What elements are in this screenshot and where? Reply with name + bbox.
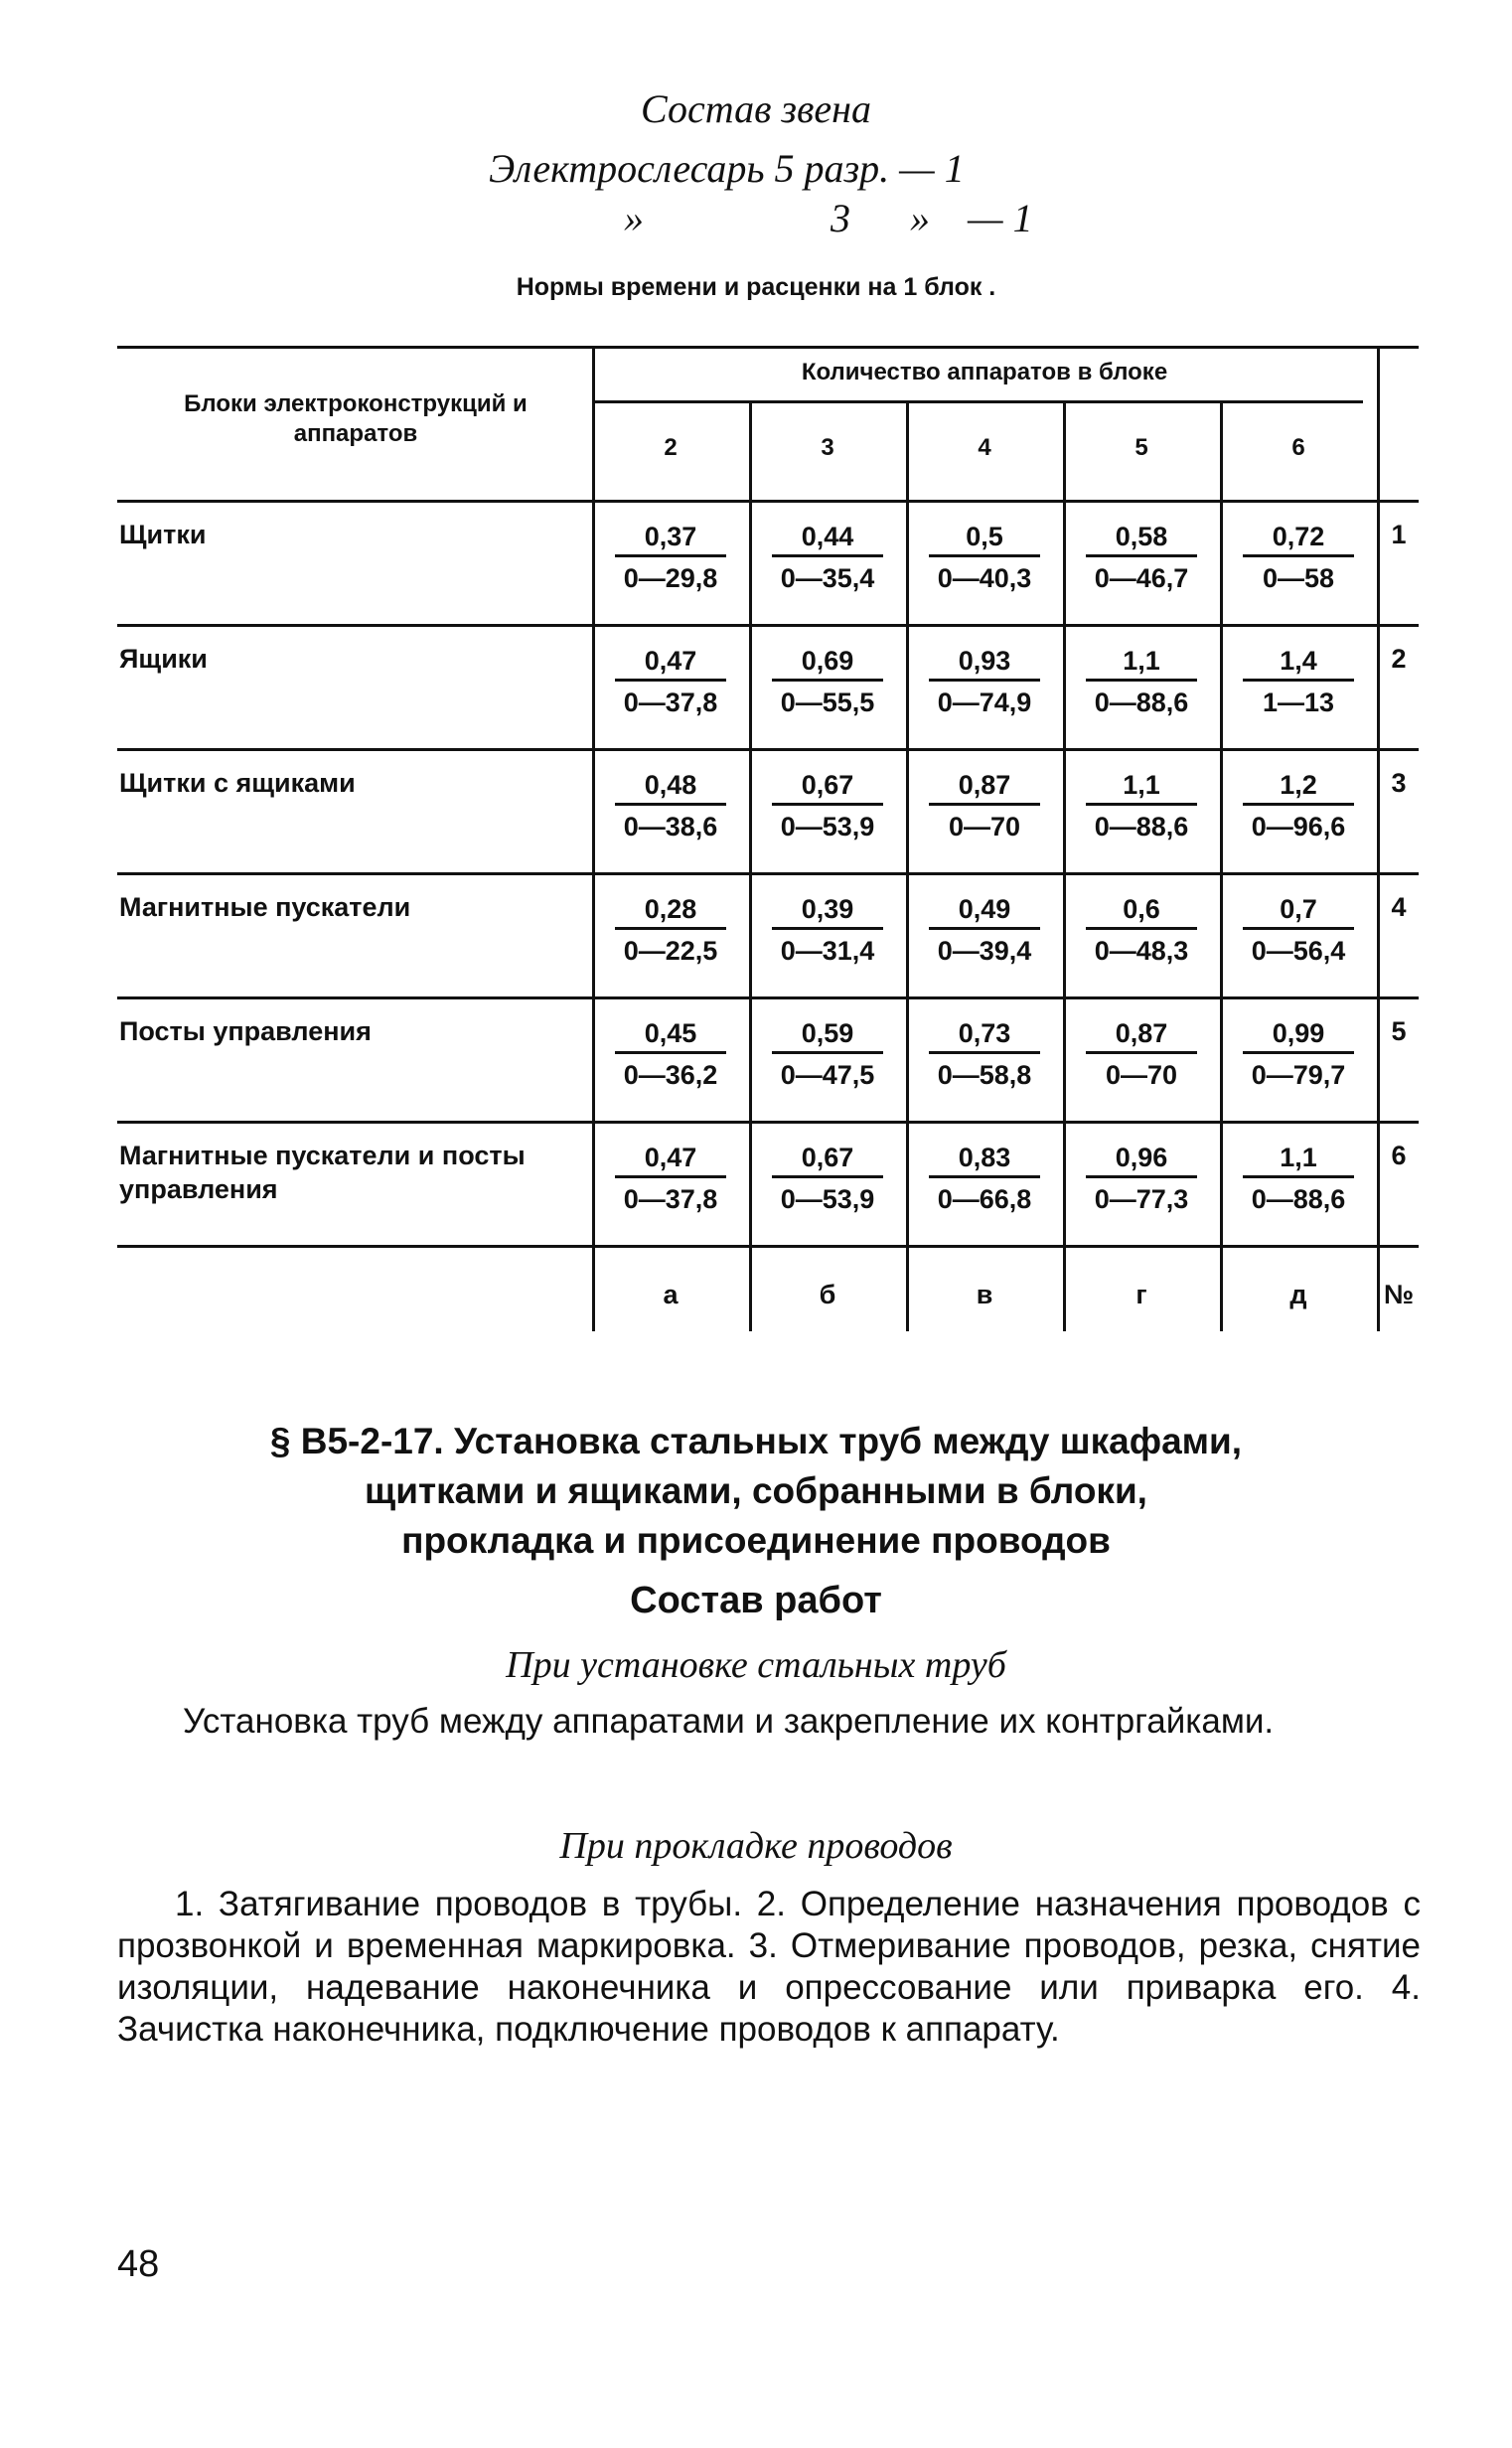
table-rule — [1377, 346, 1380, 1331]
norm-cell — [1220, 1016, 1377, 1092]
time-norm: 0,47 — [644, 1143, 697, 1172]
time-norm: 0,48 — [644, 770, 697, 800]
table-rule — [117, 1121, 1419, 1124]
time-norm: 1,2 — [1280, 770, 1317, 800]
fraction-bar — [615, 1175, 726, 1178]
header-blocks: Блоки электроконструкций и аппаратов — [184, 390, 528, 447]
norm-cell — [906, 768, 1063, 843]
time-norm: 0,58 — [1115, 522, 1168, 551]
ditto-mark: » — [624, 196, 644, 240]
norm-cell — [1220, 892, 1377, 968]
rate: 0—37,8 — [623, 1184, 718, 1214]
time-norm: 0,67 — [801, 770, 854, 800]
rate: 0—58,8 — [937, 1060, 1032, 1090]
time-norm: 1,1 — [1123, 646, 1160, 676]
paragraph-wires: 1. Затягивание проводов в трубы. 2. Определение назначения проводов с прозвонкой и временная маркировка. 3. Отмеривание проводов, резка, снятие изоляции, надевание наконечника и опрессование или приварка его. 4. Зачистка наконечника, подключение проводов к аппарату. — [117, 1885, 1421, 2049]
norm-cell — [749, 892, 906, 968]
time-norm: 0,72 — [1272, 522, 1325, 551]
norm-cell — [1220, 1141, 1377, 1216]
rate: 0—29,8 — [623, 563, 718, 593]
norm-cell — [592, 1141, 749, 1216]
crew-line-2 — [0, 195, 1512, 244]
fraction-bar — [772, 554, 883, 557]
time-norm: 1,1 — [1123, 770, 1160, 800]
rate: 0—66,8 — [937, 1184, 1032, 1214]
col-count: 3 — [821, 434, 834, 461]
norm-cell — [749, 768, 906, 843]
time-norm: 0,5 — [966, 522, 1003, 551]
row-number: 3 — [1391, 768, 1407, 798]
row-label: Магнитные пускатели и посты управления — [119, 1141, 526, 1204]
norm-cell — [906, 1141, 1063, 1216]
norms-table — [117, 346, 1419, 1331]
row-number: 4 — [1391, 892, 1407, 922]
rate: 1—13 — [1262, 688, 1335, 717]
row-label: Магнитные пускатели — [119, 892, 411, 922]
subheading-pipes: При установке стальных труб — [506, 1644, 1006, 1686]
norm-cell — [749, 1016, 906, 1092]
section-heading-line: прокладка и присоединение проводов — [401, 1520, 1111, 1561]
norm-cell — [1220, 644, 1377, 719]
time-norm: 0,37 — [644, 522, 697, 551]
fraction-bar — [615, 679, 726, 682]
rate: 0—46,7 — [1094, 563, 1189, 593]
rate: 0—77,3 — [1094, 1184, 1189, 1214]
row-label: Щитки — [119, 520, 207, 549]
section-heading-line: § В5-2-17. Установка стальных труб между шкафами, — [269, 1421, 1243, 1461]
time-norm: 0,87 — [958, 770, 1011, 800]
fraction-bar — [1086, 803, 1197, 806]
fraction-bar — [1086, 927, 1197, 930]
norm-cell — [1063, 644, 1220, 719]
time-norm: 0,87 — [1115, 1018, 1168, 1048]
page-number: 48 — [117, 2243, 160, 2285]
rate: 0—88,6 — [1094, 812, 1189, 842]
time-norm: 0,28 — [644, 894, 697, 924]
crew-line-1: Электрослесарь 5 разр. — 1 — [489, 146, 965, 191]
fraction-bar — [1243, 803, 1354, 806]
time-norm: 1,4 — [1280, 646, 1317, 676]
row-label: Ящики — [119, 644, 208, 674]
col-letter: д — [1289, 1280, 1307, 1309]
paragraph-pipes: Установка труб между аппаратами и закрепление их контргайками. — [183, 1702, 1275, 1741]
col-count: 2 — [664, 434, 678, 461]
time-norm: 0,39 — [801, 894, 854, 924]
section-heading-line: щитками и ящиками, собранными в блоки, — [365, 1470, 1147, 1511]
time-norm: 0,44 — [801, 522, 854, 551]
norm-cell — [1220, 520, 1377, 595]
norm-cell — [749, 644, 906, 719]
rate: 0—58 — [1262, 563, 1335, 593]
rate: 0—96,6 — [1251, 812, 1346, 842]
rate: 0—70 — [1105, 1060, 1178, 1090]
norm-cell — [906, 644, 1063, 719]
fraction-bar — [929, 927, 1040, 930]
rate: 0—70 — [948, 812, 1021, 842]
row-number: 6 — [1391, 1141, 1407, 1170]
fraction-bar — [615, 803, 726, 806]
table-rule — [117, 872, 1419, 875]
col-letter: а — [663, 1280, 679, 1309]
norms-caption: Нормы времени и расценки на 1 блок . — [516, 273, 996, 301]
fraction-bar — [615, 927, 726, 930]
col-letter: г — [1135, 1280, 1147, 1309]
fraction-bar — [615, 554, 726, 557]
fraction-bar — [615, 1051, 726, 1054]
norm-cell — [1220, 768, 1377, 843]
fraction-bar — [772, 679, 883, 682]
norm-cell — [592, 892, 749, 968]
norm-cell — [592, 644, 749, 719]
rate: 0—79,7 — [1251, 1060, 1346, 1090]
row-label: Посты управления — [119, 1016, 372, 1046]
norm-cell — [749, 1141, 906, 1216]
norm-cell — [906, 892, 1063, 968]
row-label: Щитки с ящиками — [119, 768, 356, 798]
rate: 0—88,6 — [1251, 1184, 1346, 1214]
rate: 0—53,9 — [780, 1184, 875, 1214]
rate: 0—31,4 — [780, 936, 875, 966]
table-rule — [117, 346, 1419, 349]
section-heading — [0, 1417, 1512, 1566]
crew-title: Состав звена — [640, 86, 871, 131]
row-number: 1 — [1391, 520, 1407, 549]
rate: 0—88,6 — [1094, 688, 1189, 717]
col-count: 4 — [978, 434, 991, 461]
time-norm: 0,59 — [801, 1018, 854, 1048]
fraction-bar — [1086, 1175, 1197, 1178]
fraction-bar — [1243, 1175, 1354, 1178]
header-count: Количество аппаратов в блоке — [801, 359, 1168, 385]
fraction-bar — [772, 1175, 883, 1178]
rate: 0—74,9 — [937, 688, 1032, 717]
rate: 0—56,4 — [1251, 936, 1346, 966]
crew-grade: 3 — [831, 196, 850, 240]
rate: 0—22,5 — [623, 936, 718, 966]
time-norm: 0,93 — [958, 646, 1011, 676]
col-letter: в — [976, 1280, 993, 1309]
rate: 0—35,4 — [780, 563, 875, 593]
crew-count: — 1 — [968, 196, 1033, 240]
rate: 0—39,4 — [937, 936, 1032, 966]
time-norm: 0,7 — [1280, 894, 1317, 924]
col-count: 6 — [1291, 434, 1305, 461]
norm-cell — [1063, 1016, 1220, 1092]
norm-cell — [1063, 520, 1220, 595]
rate: 0—48,3 — [1094, 936, 1189, 966]
time-norm: 0,6 — [1123, 894, 1160, 924]
table-rule — [117, 748, 1419, 751]
rate: 0—40,3 — [937, 563, 1032, 593]
table-rule — [117, 1245, 1419, 1248]
time-norm: 0,67 — [801, 1143, 854, 1172]
col-count: 5 — [1134, 434, 1148, 461]
col-letter: б — [819, 1280, 836, 1309]
time-norm: 0,73 — [958, 1018, 1011, 1048]
subheading-wires: При прокладке проводов — [559, 1825, 953, 1867]
time-norm: 0,69 — [801, 646, 854, 676]
fraction-bar — [929, 803, 1040, 806]
fraction-bar — [1243, 554, 1354, 557]
time-norm: 0,83 — [958, 1143, 1011, 1172]
norm-cell — [592, 768, 749, 843]
ditto-mark: » — [910, 196, 930, 240]
time-norm: 0,99 — [1272, 1018, 1325, 1048]
fraction-bar — [1243, 927, 1354, 930]
fraction-bar — [929, 1175, 1040, 1178]
norm-cell — [592, 1016, 749, 1092]
fraction-bar — [1086, 679, 1197, 682]
fraction-bar — [929, 1051, 1040, 1054]
time-norm: 0,45 — [644, 1018, 697, 1048]
rate: 0—36,2 — [623, 1060, 718, 1090]
rate: 0—53,9 — [780, 812, 875, 842]
norm-cell — [1063, 768, 1220, 843]
number-symbol: № — [1383, 1280, 1415, 1309]
table-rule — [117, 500, 1419, 503]
rate: 0—38,6 — [623, 812, 718, 842]
time-norm: 0,96 — [1115, 1143, 1168, 1172]
norm-cell — [592, 520, 749, 595]
fraction-bar — [772, 927, 883, 930]
fraction-bar — [929, 679, 1040, 682]
row-number: 5 — [1391, 1016, 1407, 1046]
time-norm: 1,1 — [1280, 1143, 1317, 1172]
norm-cell — [749, 520, 906, 595]
fraction-bar — [772, 1051, 883, 1054]
fraction-bar — [1243, 679, 1354, 682]
time-norm: 0,49 — [958, 894, 1011, 924]
fraction-bar — [772, 803, 883, 806]
table-rule — [117, 624, 1419, 627]
norm-cell — [906, 1016, 1063, 1092]
norm-cell — [1063, 1141, 1220, 1216]
time-norm: 0,47 — [644, 646, 697, 676]
rate: 0—37,8 — [623, 688, 718, 717]
rate: 0—55,5 — [780, 688, 875, 717]
row-number: 2 — [1391, 644, 1407, 674]
table-rule — [592, 400, 1363, 403]
norm-cell — [906, 520, 1063, 595]
rate: 0—47,5 — [780, 1060, 875, 1090]
table-rule — [117, 996, 1419, 999]
norm-cell — [1063, 892, 1220, 968]
fraction-bar — [929, 554, 1040, 557]
fraction-bar — [1243, 1051, 1354, 1054]
fraction-bar — [1086, 554, 1197, 557]
fraction-bar — [1086, 1051, 1197, 1054]
work-composition-title: Состав работ — [630, 1580, 882, 1621]
